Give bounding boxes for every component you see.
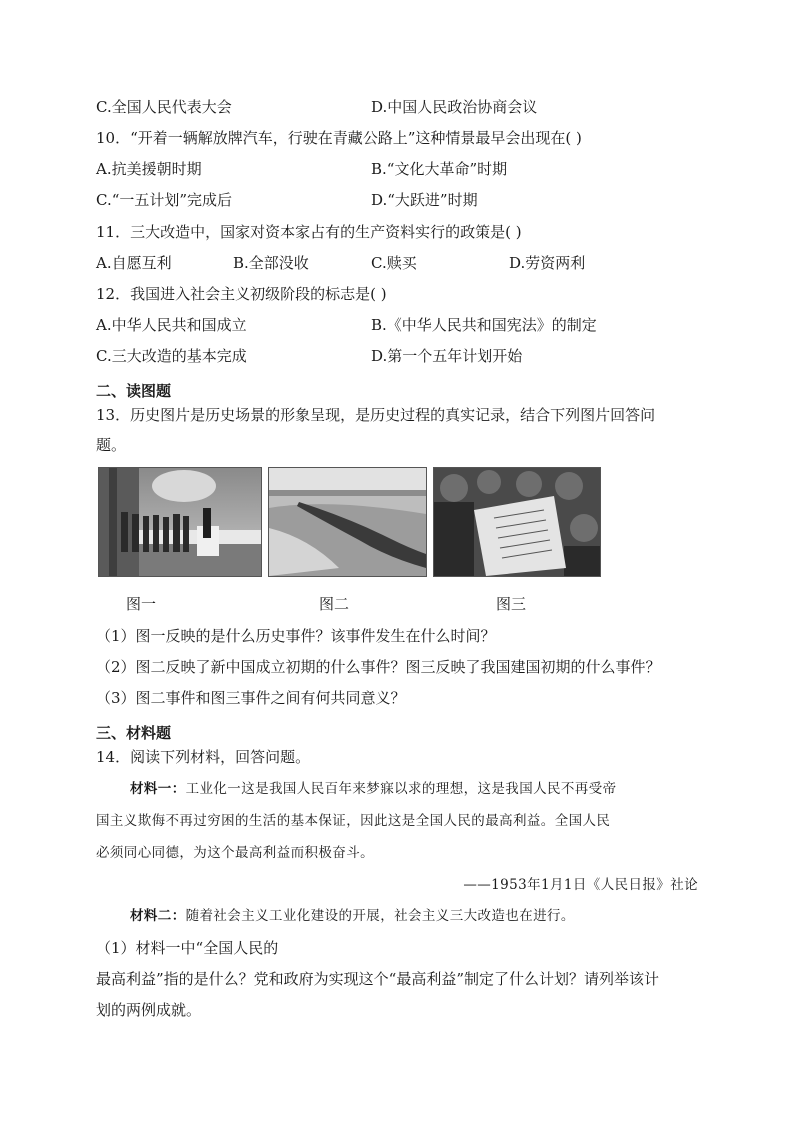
material-1-source: ——1953年1月1日《人民日报》社论 (463, 877, 698, 893)
photo-3 (433, 467, 601, 577)
section-heading-material: 三、材料题 (96, 724, 172, 742)
q11-option-a: A.自愿互利 (96, 254, 172, 272)
q10-option-a: A.抗美援朝时期 (96, 160, 202, 178)
q12-option-a: A.中华人民共和国成立 (96, 316, 247, 334)
q13-sub3: （3）图二事件和图三事件之间有何共同意义？ (96, 689, 406, 707)
q10-stem: 10．“开着一辆解放牌汽车，行驶在青藏公路上”这种情景最早会出现在( ) (96, 129, 582, 147)
material-1-line3: 必须同心同德，为这个最高利益而积极奋斗。 (96, 845, 374, 861)
q11-stem: 11．三大改造中，国家对资本家占有的生产资料实行的政策是( ) (96, 223, 522, 241)
q14-sub1-line2: 最高利益”指的是什么？党和政府为实现这个“最高利益”制定了什么计划？请列举该计 (96, 970, 660, 988)
caption-figure-2: 图二 (319, 595, 350, 613)
material-1-label: 材料一： (130, 781, 186, 797)
material-1-line2: 国主义欺侮不再过穷困的生活的基本保证，因此这是全国人民的最高利益。全国人民 (96, 813, 611, 829)
caption-figure-1: 图一 (126, 595, 157, 613)
photo-2 (268, 467, 427, 577)
q10-option-d: D.“大跃进”时期 (371, 191, 478, 209)
q9-option-d: D.中国人民政治协商会议 (371, 98, 538, 116)
q13-stem-line2: 题。 (96, 436, 127, 454)
q12-option-d: D.第一个五年计划开始 (371, 347, 523, 365)
q11-option-b: B.全部没收 (233, 254, 309, 272)
q9-option-c: C.全国人民代表大会 (96, 98, 232, 116)
q13-stem-line1: 13．历史图片是历史场景的形象呈现，是历史过程的真实记录，结合下列图片回答问 (96, 406, 656, 424)
q14-sub1-line1: （1）材料一中“全国人民的 (96, 939, 279, 957)
q14-sub1-line3: 划的两例成就。 (96, 1001, 202, 1019)
q10-option-c: C.“一五计划”完成后 (96, 191, 233, 209)
q13-sub2: （2）图二反映了新中国成立初期的什么事件？图三反映了我国建国初期的什么事件？ (96, 658, 661, 676)
q13-sub1: （1）图一反映的是什么历史事件？该事件发生在什么时间？ (96, 627, 496, 645)
material-1-text-1: 工业化一这是我国人民百年来梦寐以求的理想，这是我国人民不再受帝 (185, 781, 617, 797)
q12-option-c: C.三大改造的基本完成 (96, 347, 247, 365)
photo-1 (98, 467, 262, 577)
material-2-label: 材料二： (130, 908, 186, 924)
section-heading-reading: 二、读图题 (96, 382, 172, 400)
q12-option-b: B.《中华人民共和国宪法》的制定 (371, 316, 597, 334)
q12-stem: 12．我国进入社会主义初级阶段的标志是( ) (96, 285, 387, 303)
q11-option-c: C.赎买 (371, 254, 417, 272)
q10-option-b: B.“文化大革命”时期 (371, 160, 508, 178)
material-2-text: 随着社会主义工业化建设的开展，社会主义三大改造也在进行。 (185, 908, 575, 924)
q14-stem: 14．阅读下列材料，回答问题。 (96, 748, 311, 766)
material-1-line1 (130, 779, 617, 799)
material-2-line (130, 906, 575, 926)
caption-figure-3: 图三 (496, 595, 527, 613)
q11-option-d: D.劳资两利 (509, 254, 586, 272)
